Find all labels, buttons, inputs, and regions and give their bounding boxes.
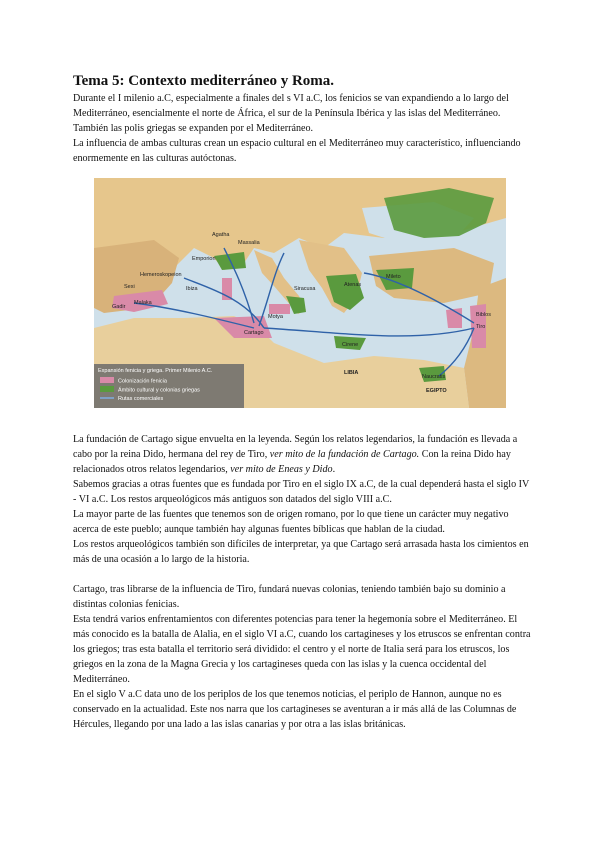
cartago-origin-section [73,432,533,567]
map-label-atenas: Atenas [344,282,362,288]
map-label-cirene: Cirene [342,342,359,348]
mediterranean-map [94,178,506,408]
legend-label-greek: Ámbito cultural y colonias griegas [118,387,200,394]
intro-section [73,91,533,166]
mito-fundacion-link: ver mito de la fundación de Cartago. [269,449,420,460]
mito-eneas-link: ver mito de Eneas y Dido [230,464,333,475]
map-label-motya: Motya [268,314,283,320]
map-label-emporion: Emporion [192,256,216,262]
expansion-paragraph-1: Cartago, tras librarse de la influencia de Tiro, fundará nuevas colonias, teniendo también bajo su dominio a distintas colonias fenicias. [73,584,506,610]
map-label-tiro: Tiro [476,324,486,330]
cartago-expansion-section [73,582,533,732]
map-label-hemeroskopeion: Hemeroskopeion [140,272,182,278]
legend-label-phoenician: Colonización fenicia [118,378,167,385]
map-label-biblos: Biblos [476,312,491,318]
legend-swatch-phoenician [100,377,114,383]
map-label-ibiza: Ibiza [186,286,198,292]
map-label-egipto: EGIPTO [426,388,447,394]
origin-text-start: La fundación de Cartago sigue envuelta en la leyenda. Según los relatos legendarios, la fundación es llevada a cabo por la reina Dido, hermana del rey de Tiro, [73,434,518,460]
page-title: Tema 5: Contexto mediterráneo y Roma. [73,73,335,89]
map-label-agatha: Agatha [212,232,230,238]
intro-paragraph-2: La influencia de ambas culturas crean un espacio cultural en el Mediterráneo muy característico, influenciando enormemente en las culturas autóctonas. [73,138,521,164]
expansion-paragraph-3: En el siglo V a.C data uno de los periplos de los que tenemos noticias, el periplo de Hannon, aunque no es conservado en la actualidad. Este nos narra que los cartagineses se aventuran a ir más allá de las Columnas de Hércules, llegando por una lado a las islas canarias y por otra a las islas británicas. [73,689,517,730]
map-label-libia: LIBIA [344,370,359,376]
map-label-gadir: Gadir [112,304,126,310]
map-figure [94,178,506,408]
phoenician-area-sicily [269,304,290,314]
map-legend [94,364,244,408]
legend-swatch-greek [100,386,114,392]
legend-label-routes: Rutas comerciales [118,396,164,402]
origin-text-middle: Con la reina Dido hay relacionados otros relatos legendarios, [73,449,511,475]
intro-paragraph-1: Durante el I milenio a.C, especialmente a finales del s VI a.C, los fenicios se van expandiendo a lo largo del Mediterráneo, esencialmente el norte de África, el sur de la Península Ibérica y las islas del Mediterráneo. También las polis griegas se expanden por el Mediterráneo. [73,93,509,134]
cartago-origin-paragraph-1 [73,432,533,477]
map-label-malaka: Malaka [134,300,152,306]
map-label-massalia: Massalia [238,240,260,246]
map-label-siracusa: Siracusa [294,286,316,292]
map-label-sexi: Sexi [124,284,135,290]
cartago-origin-paragraph-4: Los restos arqueológicos también son difíciles de interpretar, ya que Cartago será arrasada hasta los cimientos en más de una ocasión a lo largo de la historia. [73,539,529,565]
origin-text-end: . [332,464,336,475]
cartago-origin-paragraph-3: La mayor parte de las fuentes que tenemos son de origen romano, por lo que tiene un carácter muy negativo acerca de este pueblo; aunque también hay algunas fuentes bíblicas que hablan de la ciudad. [73,509,509,535]
legend-title: Expansión fenicia y griega. Primer Milenio A.C. [98,368,213,374]
expansion-paragraph-2: Esta tendrá varios enfrentamientos con diferentes potencias para tener la hegemonía sobre el Mediterráneo. El más conocido es la batalla de Alalia, en el siglo VI a.C, cuando los cartagineses y los etruscos se enfrentan contra los griegos; tras esta batalla el territorio será dividido: el centro y el norte de Italia será para los etruscos, los griegos en la zona de la Magna Grecia y los cartagineses queda con las islas y la cuenca occidental del Mediterráneo. [73,614,531,685]
map-label-cartago: Cartago [244,330,264,336]
map-label-naucratis: Naucratis [422,374,446,380]
map-label-mileto: Mileto [386,274,401,280]
cartago-origin-paragraph-2: Sabemos gracias a otras fuentes que es fundada por Tiro en el siglo IX a.C, de la cual dependerá hasta el siglo IV - VI a.C. Los restos arqueológicos más antiguos son datados del siglo VIII a.C. [73,479,530,505]
